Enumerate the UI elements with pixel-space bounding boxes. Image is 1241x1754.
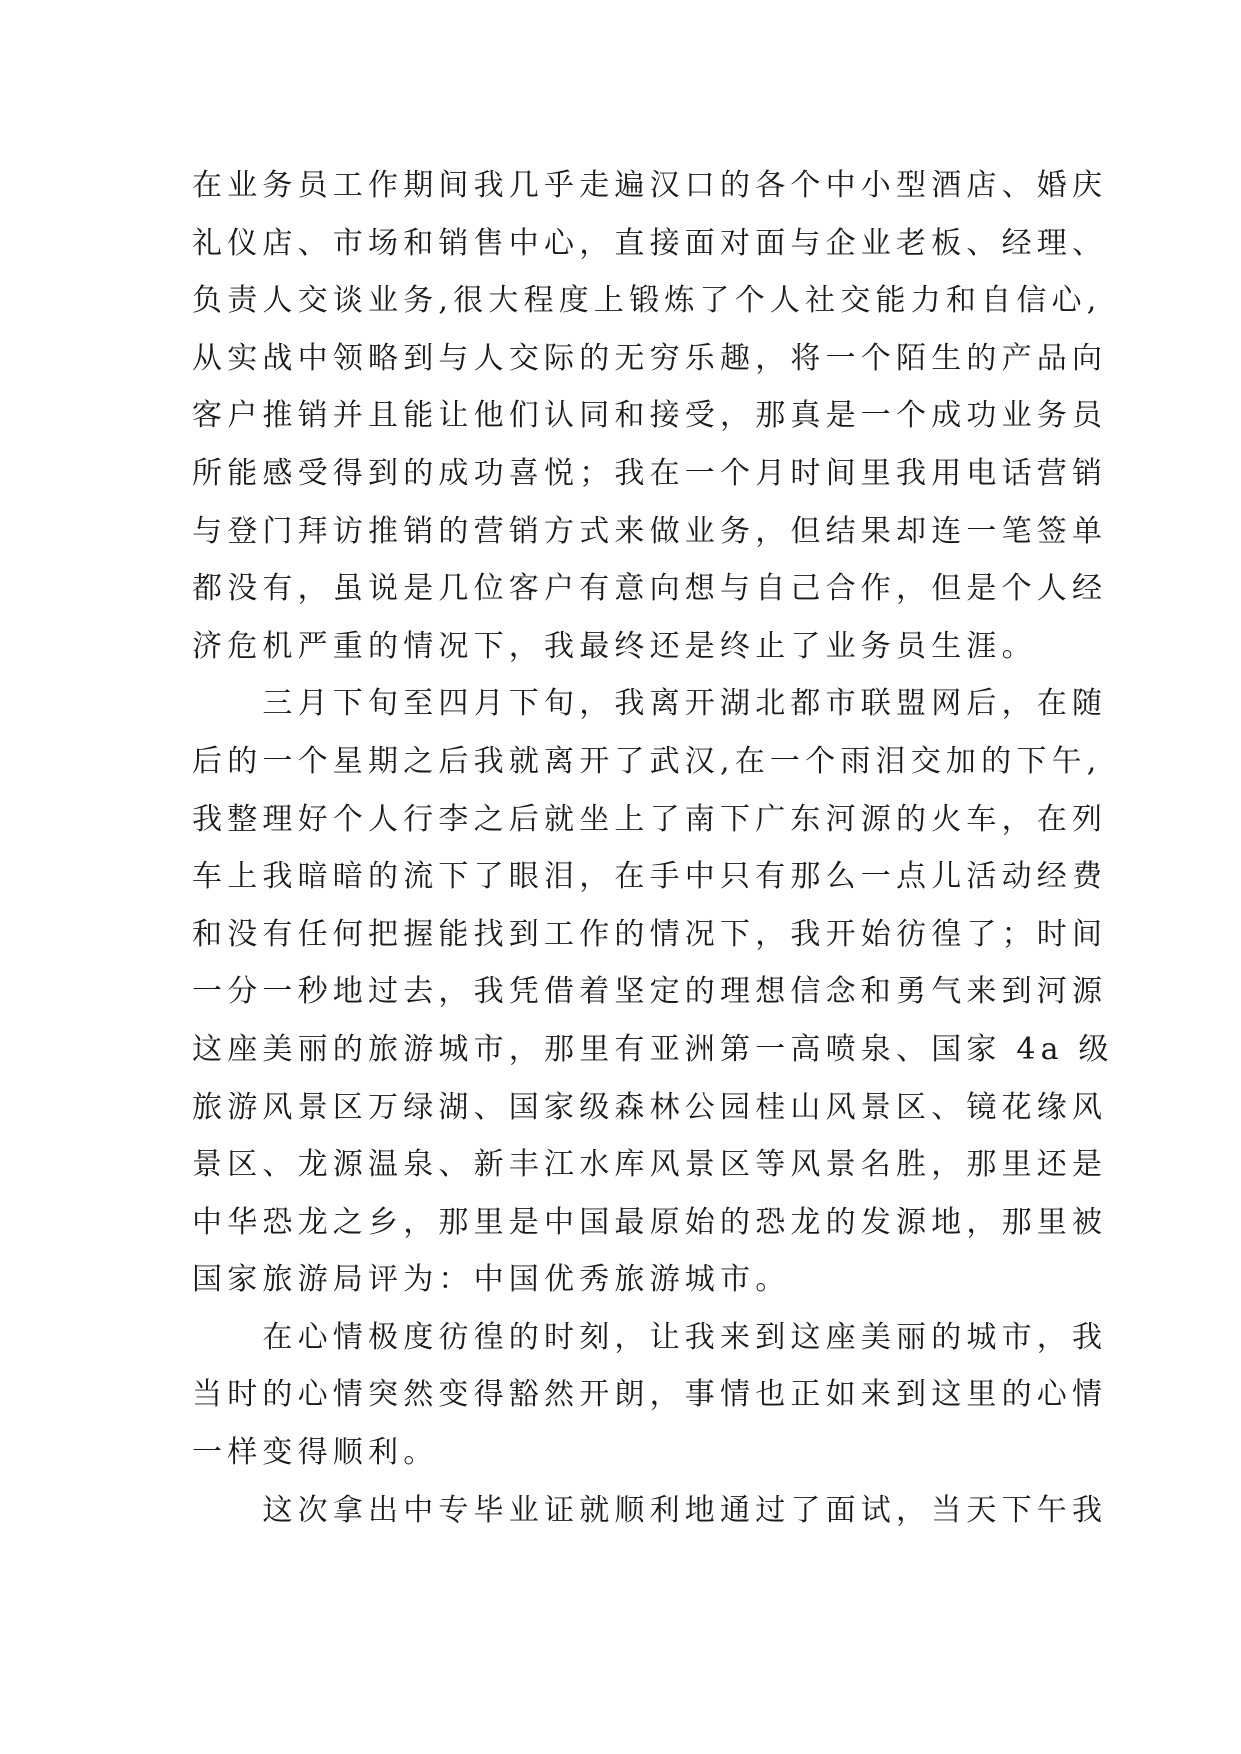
text-line: 所能感受得到的成功喜悦；我在一个月时间里我用电话营销 bbox=[192, 455, 1108, 491]
body-text bbox=[192, 157, 1114, 1539]
text-line: 旅游风景区万绿湖、国家级森林公园桂山风景区、镜花缘风 bbox=[192, 1089, 1108, 1125]
text-line: 从实战中领略到与人交际的无穷乐趣，将一个陌生的产品向 bbox=[192, 340, 1108, 376]
text-line: 一样变得顺利。 bbox=[192, 1435, 439, 1471]
text-line: 都没有，虽说是几位客户有意向想与自己合作，但是个人经 bbox=[192, 571, 1108, 607]
text-line: 国家旅游局评为：中国优秀旅游城市。 bbox=[192, 1262, 791, 1298]
text-line: 我整理好个人行李之后就坐上了南下广东河源的火车，在列 bbox=[192, 801, 1108, 837]
text-line: 景区、龙源温泉、新丰江水库风景区等风景名胜，那里还是 bbox=[192, 1147, 1108, 1183]
text-line: 济危机严重的情况下，我最终还是终止了业务员生涯。 bbox=[192, 628, 1037, 664]
text-line: 在心情极度彷徨的时刻，让我来到这座美丽的城市，我 bbox=[192, 1319, 1108, 1355]
text-line: 这次拿出中专毕业证就顺利地通过了面试，当天下午我 bbox=[192, 1492, 1108, 1528]
text-line: 后的一个星期之后我就离开了武汉,在一个雨泪交加的下午, bbox=[192, 743, 1102, 779]
text-line: 负责人交谈业务,很大程度上锻炼了个人社交能力和自信心, bbox=[192, 283, 1102, 319]
text-line: 在业务员工作期间我几乎走遍汉口的各个中小型酒店、婚庆 bbox=[192, 168, 1108, 203]
text-line: 和没有任何把握能找到工作的情况下，我开始彷徨了；时间 bbox=[192, 916, 1108, 952]
text-line: 当时的心情突然变得豁然开朗，事情也正如来到这里的心情 bbox=[192, 1377, 1108, 1413]
text-line: 与登门拜访推销的营销方式来做业务，但结果却连一笔签单 bbox=[192, 513, 1108, 549]
text-line: 客户推销并且能让他们认同和接受，那真是一个成功业务员 bbox=[192, 398, 1108, 434]
text-line: 一分一秒地过去，我凭借着坚定的理想信念和勇气来到河源 bbox=[192, 974, 1108, 1010]
text-line: 礼仪店、市场和销售中心，直接面对面与企业老板、经理、 bbox=[192, 225, 1108, 261]
text-line: 三月下旬至四月下旬，我离开湖北都市联盟网后，在随 bbox=[192, 686, 1108, 722]
text-line: 这座美丽的旅游城市，那里有亚洲第一高喷泉、国家 4a 级 bbox=[192, 1031, 1114, 1067]
text-line: 车上我暗暗的流下了眼泪，在手中只有那么一点儿活动经费 bbox=[192, 859, 1108, 895]
text-line: 中华恐龙之乡，那里是中国最原始的恐龙的发源地，那里被 bbox=[192, 1204, 1108, 1240]
